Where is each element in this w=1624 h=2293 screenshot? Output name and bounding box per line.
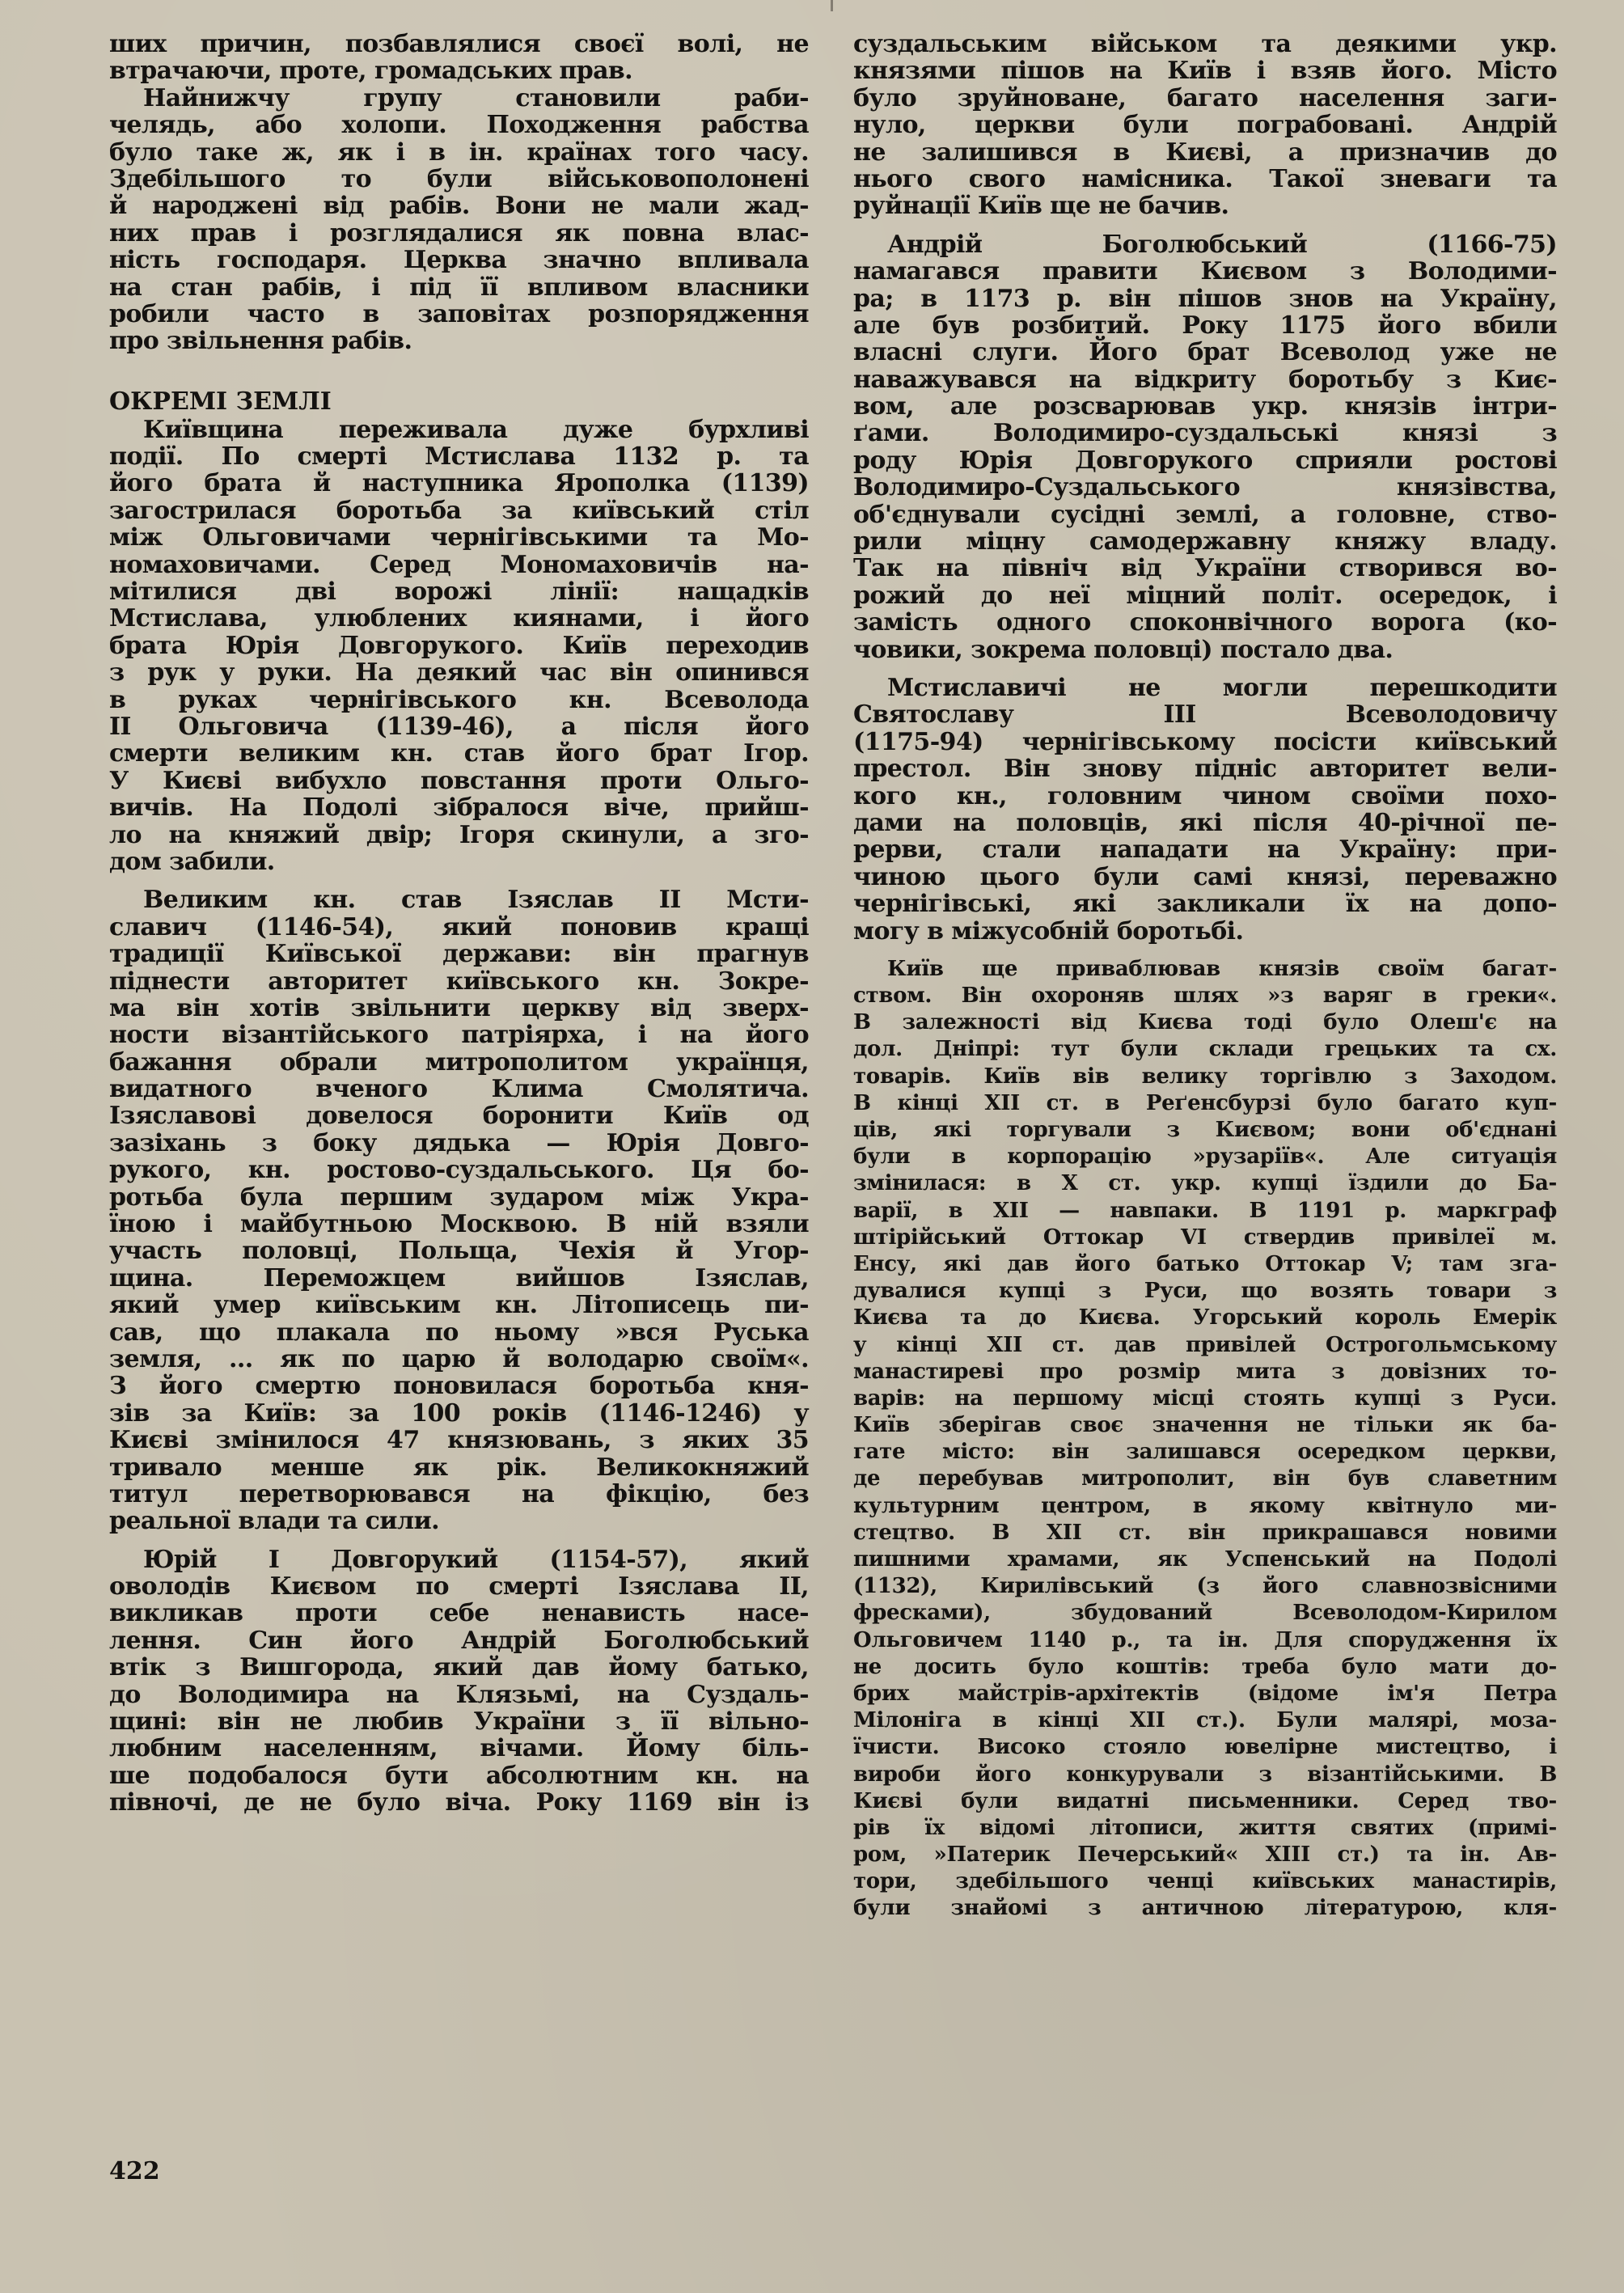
text-line: Найнижчу групу становили раби- [143, 83, 809, 112]
text-line: (1132), Кирилівський (з його славнозвісними [853, 1574, 1557, 1599]
text-line: II Ольговича (1139-46), а після його [109, 712, 809, 741]
text-line: традиції Київської держави: він прагнув [109, 940, 809, 969]
paragraph [109, 1546, 809, 1817]
text-line: ма він хотів звільнити церкву від зверх- [109, 993, 809, 1022]
text-line: Андрій Боголюбський (1166-75) [887, 230, 1557, 259]
text-line: Мстиславичі не могли перешкодити [887, 673, 1557, 702]
text-line: Здебільшого то були військовополонені [109, 164, 809, 193]
text-line: їною і майбутньою Москвою. В ній взяли [109, 1210, 809, 1239]
text-line: видатного вченого Клима Смолятича. [109, 1075, 809, 1104]
text-line: було зруйноване, багато населення заги- [853, 83, 1557, 112]
text-line: манастиреві про розмір мита з довізних то- [853, 1359, 1557, 1384]
text-line: Святославу III Всеволодовичу [853, 700, 1557, 730]
right-column [853, 31, 1557, 1923]
text-line: щина. Переможцем вийшов Ізяслав, [109, 1263, 809, 1292]
text-line: не досить було коштів: треба було мати до- [853, 1654, 1557, 1679]
text-line: З його смертю поновилася боротьба кня- [109, 1372, 809, 1401]
text-line: Мстислава, улюблених киянами, і його [109, 604, 809, 633]
column-rule-mark [831, 0, 833, 11]
text-line: човики, зокрема половці) постало два. [853, 635, 1394, 664]
text-line: півночі, де не було віча. Року 1169 він із [109, 1788, 809, 1817]
text-line: змінилася: в X ст. укр. купці їздили до Ба- [853, 1171, 1557, 1196]
text-line: тривало менше як рік. Великокняжий [109, 1453, 809, 1482]
text-line: ність господаря. Церква значно впливала [109, 246, 809, 275]
text-line: нуло, церкви були пограбовані. Андрій [853, 111, 1557, 140]
text-line: брих майстрів-архітектів (відоме ім'я Петра [853, 1681, 1557, 1706]
text-line: номаховичами. Серед Мономаховичів на- [109, 550, 809, 579]
text-line: Енсу, які дав його батько Оттокар V; там зга- [853, 1251, 1557, 1276]
text-line: Мілоніга в кінці XII ст.). Були малярі, моза- [853, 1708, 1557, 1733]
text-line: його брата й наступника Ярополка (1139) [109, 469, 809, 498]
text-line: вом, але розсварював укр. князів інтри- [853, 392, 1557, 421]
text-line: об'єднували сусідні землі, а головне, ство- [853, 500, 1557, 529]
text-line: на стан рабів, і під її впливом власники [109, 273, 809, 302]
text-line: Юрій I Довгорукий (1154-57), який [143, 1545, 809, 1574]
text-line: культурним центром, в якому квітнуло ми- [853, 1493, 1557, 1518]
text-line: наважувався на відкриту боротьбу з Киє- [853, 365, 1557, 394]
text-line: ло на княжий двір; Ігоря скинули, а зго- [109, 820, 809, 849]
text-line: ности візантійського патріярха, і на його [109, 1021, 809, 1050]
section-heading: ОКРЕМІ ЗЕМЛІ [109, 387, 332, 416]
page-number: 422 [109, 2157, 160, 2185]
paragraph-lead-term: Київщина [143, 415, 284, 444]
text-line: робили часто в заповітах розпорядження [109, 299, 809, 328]
text-line: вироби його конкурували з візантійськими. В [853, 1762, 1557, 1787]
text-line: товарів. Київ вів велику торгівлю з Заходом. [853, 1064, 1557, 1089]
text-line: смерти великим кн. став його брат Ігор. [109, 739, 809, 768]
text-line: не залишився в Києві, а призначив до [853, 137, 1557, 167]
text-line: земля, ... як по царю й володарю своїм«. [109, 1344, 809, 1373]
text-line: Київ зберігав своє значення не тільки як ба- [853, 1413, 1557, 1438]
paragraph [109, 85, 809, 355]
text-line: рів їх відомі літописи, життя святих (примі- [853, 1815, 1557, 1840]
text-line: Київщина переживала дуже бурхливі [143, 415, 809, 444]
text-line: й народжені від рабів. Вони не мали жад- [109, 192, 809, 221]
text-line: але був розбитий. Року 1175 його вбили [853, 311, 1557, 340]
text-line: ців, які торгували з Києвом; вони об'єднані [853, 1118, 1557, 1143]
text-line: стецтво. В XII ст. він прикрашався новими [853, 1520, 1557, 1545]
text-line: події. По смерті Мстислава 1132 р. та [109, 442, 809, 472]
text-line: їчисти. Високо стояло ювелірне мистецтво, і [853, 1735, 1557, 1760]
text-line: було таке ж, як і в ін. країнах того часу. [109, 137, 809, 167]
text-line: ґами. Володимиро-суздальські князі з [853, 419, 1557, 448]
text-line: руйнації Київ ще не бачив. [853, 192, 1229, 221]
text-line: ра; в 1173 р. він пішов знов на Україну, [853, 284, 1557, 313]
text-line: Ізяславові довелося боронити Київ од [109, 1102, 809, 1131]
text-line: пишними храмами, як Успенський на Подолі [853, 1547, 1557, 1572]
text-line: чиною цього були самі князі, переважно [853, 862, 1557, 891]
text-line: рожий до неї міцний політ. осередок, і [853, 581, 1557, 610]
text-line: рили міцну самодержавну княжу владу. [853, 527, 1557, 556]
text-line: дом забили. [109, 847, 275, 876]
text-line: бажання обрали митрополитом українця, [109, 1047, 809, 1077]
text-line: варів: на першому місці стоять купці з Руси. [853, 1386, 1557, 1411]
text-line: втік з Вишгорода, який дав йому батько, [109, 1653, 809, 1682]
text-line: Так на північ від України створився во- [853, 554, 1557, 583]
text-line: оволодів Києвом по смерті Ізяслава II, [109, 1572, 809, 1601]
text-line: втрачаючи, проте, громадських прав. [109, 57, 633, 86]
text-line: чернігівські, які закликали їх на допо- [853, 890, 1557, 919]
paragraph [109, 31, 809, 85]
left-column [109, 31, 809, 1817]
text-line: сав, що плакала по ньому »вся Руська [109, 1318, 809, 1347]
text-line: брата Юрія Довгорукого. Київ переходив [109, 631, 809, 660]
text-line: престол. Він знову підніс авторитет вели- [853, 755, 1557, 784]
text-line: Києві були видатні письменники. Серед тво- [853, 1788, 1557, 1813]
text-line: намагався правити Києвом з Володими- [853, 257, 1557, 286]
text-line: зазіхань з боку дядька — Юрія Довго- [109, 1128, 809, 1157]
text-line: лення. Син його Андрій Боголюбський [109, 1626, 809, 1655]
text-line: реальної влади та сили. [109, 1507, 439, 1536]
text-line: Володимиро-Суздальського князівства, [853, 473, 1557, 502]
text-line: Києві змінилося 47 князювань, з яких 35 [109, 1426, 809, 1455]
text-line: штірійський Оттокар VI ствердив привілеї м. [853, 1225, 1557, 1250]
paragraph [853, 675, 1557, 945]
paragraph [109, 417, 809, 876]
text-line: дол. Дніпрі: тут були склади грецьких та сх. [853, 1037, 1557, 1062]
text-line: між Ольговичами чернігівськими та Мо- [109, 523, 809, 552]
text-line: до Володимира на Клязьмі, на Суздаль- [109, 1680, 809, 1709]
text-line: У Києві вибухло повстання проти Ольго- [109, 766, 809, 795]
text-line: ше подобалося бути абсолютним кн. на [109, 1761, 809, 1790]
text-line: них прав і розглядалися як повна влас- [109, 218, 809, 247]
text-line: роду Юрія Довгорукого сприяли ростові [853, 446, 1557, 475]
text-line: рерви, стали нападати на Україну: при- [853, 836, 1557, 865]
text-line: варії, в XII — навпаки. В 1191 р. маркграф [853, 1198, 1557, 1223]
text-line: фресками), збудований Всеволодом-Кирилом [853, 1601, 1557, 1626]
text-line: кого кн., головним чином своїми похо- [853, 781, 1557, 810]
text-line: Ольговичем 1140 р., та ін. Для спорудження їх [853, 1627, 1557, 1652]
paragraph [853, 31, 1557, 220]
text-line: де перебував митрополит, він був славетним [853, 1466, 1557, 1491]
text-line: тори, здебільшого ченці київських манастирів, [853, 1869, 1557, 1894]
paragraph [109, 886, 809, 1534]
text-line: гате місто: він залишався осередком церкви, [853, 1440, 1557, 1465]
text-line: В кінці XII ст. в Реґенсбурзі було багато куп- [853, 1090, 1557, 1115]
text-line: (1175-94) чернігівському посісти київський [853, 727, 1557, 756]
text-line: участь половці, Польща, Чехія й Угор- [109, 1237, 809, 1266]
text-line: ротьба була першим зударом між Укра- [109, 1182, 809, 1212]
text-line: замість одного споконвічного ворога (ко- [853, 608, 1557, 637]
text-line: Київ ще приваблював князів своїм багат- [887, 956, 1557, 981]
text-line: зів за Київ: за 100 років (1146-1246) у [109, 1398, 809, 1428]
text-line: вичів. На Подолі зібралося віче, прийш- [109, 793, 809, 823]
text-line: В залежності від Києва тоді було Олеш'є на [853, 1010, 1557, 1035]
text-line: рукого, кн. ростово-суздальського. Ця бо- [109, 1156, 809, 1185]
paragraph [853, 231, 1557, 663]
text-line: мітилися дві ворожі лінії: нащадків [109, 577, 809, 607]
text-line: про звільнення рабів. [109, 327, 412, 356]
text-line: який умер київським кн. Літописець пи- [109, 1291, 809, 1320]
text-line: князями пішов на Київ і взяв його. Місто [853, 57, 1557, 86]
text-line: загострилася боротьба за київський стіл [109, 496, 809, 525]
text-line: у кінці XII ст. дав привілей Острогольмському [853, 1332, 1557, 1357]
text-line: піднести авторитет київського кн. Зокре- [109, 967, 809, 996]
text-line: ством. Він охороняв шлях »з варяг в греки«. [853, 984, 1557, 1009]
text-line: були в корпорацію »рузаріїв«. Але ситуація [853, 1144, 1557, 1170]
text-line: суздальським військом та деякими укр. [853, 30, 1557, 58]
text-line: любним населенням, вічами. Йому біль- [109, 1734, 809, 1763]
text-line: ром, »Патерик Печерський« XIII ст.) та ін. Ав- [853, 1842, 1557, 1868]
text-line: ших причин, позбавлялися своєї волі, не [109, 30, 809, 58]
text-line: Великим кн. став Ізяслав II Мсти- [143, 886, 809, 915]
text-line: Києва та до Києва. Угорський король Емерік [853, 1305, 1557, 1331]
text-line: щині: він не любив України з її вільно- [109, 1707, 809, 1737]
text-line: з рук у руки. На деякий час він опинився [109, 658, 809, 687]
text-line: дувалися купці з Руси, що возять товари з [853, 1279, 1557, 1304]
text-line: челядь, або холопи. Походження рабства [109, 111, 809, 140]
text-line: викликав проти себе ненависть насе- [109, 1599, 809, 1628]
text-line: дами на половців, які після 40-річної пе- [853, 808, 1557, 837]
text-line: були знайомі з античною літературою, кля- [853, 1896, 1557, 1921]
text-line: титул перетворювався на фікцію, без [109, 1479, 809, 1508]
text-line: славич (1146-54), який поновив кращі [109, 912, 809, 941]
small-print-paragraph [853, 956, 1557, 1923]
text-line: власні слуги. Його брат Всеволод уже не [853, 338, 1557, 367]
text-line: нього свого намісника. Такої зневаги та [853, 164, 1557, 193]
text-line: могу в міжусобній боротьбі. [853, 916, 1244, 946]
text-line: в руках чернігівського кн. Всеволода [109, 685, 809, 714]
